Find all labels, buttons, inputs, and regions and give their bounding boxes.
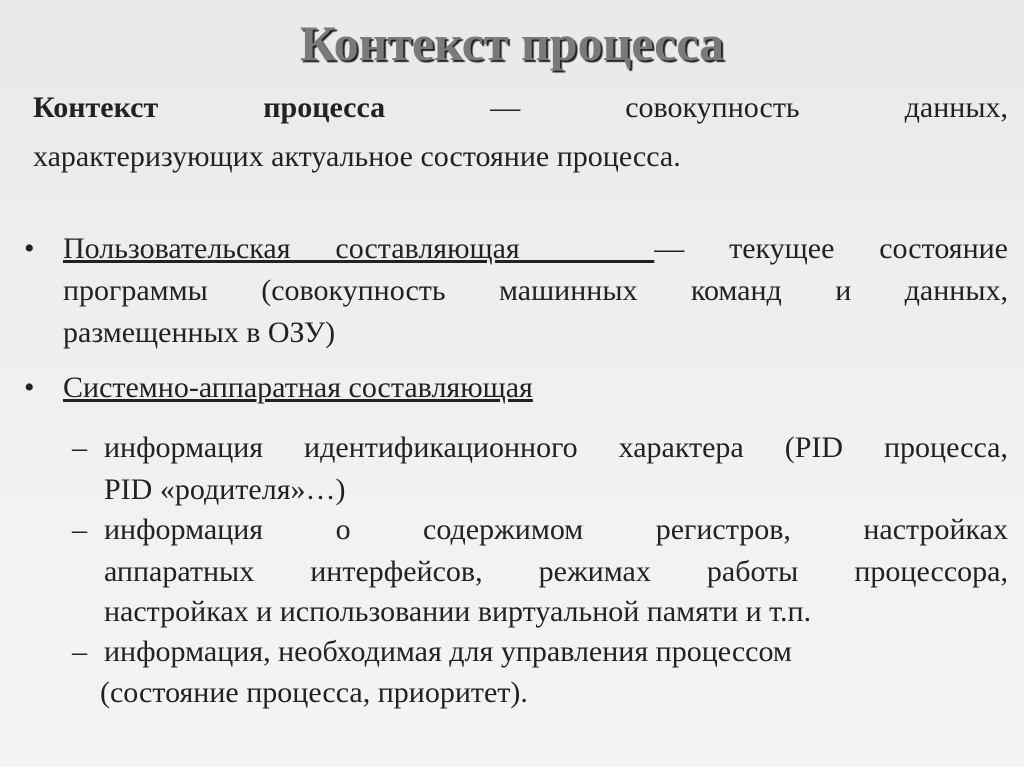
bullet-marker: • <box>24 371 35 404</box>
subitem-1-line-2: PID «родителя»…) <box>104 473 346 506</box>
bullet-1-line-2: программы (совокупность машинных команд и данных, <box>63 274 1008 307</box>
definition-dash: — <box>490 91 521 124</box>
bullet-1-line-3: размещенных в ОЗУ) <box>63 316 336 349</box>
definition-line-2: характеризующих актуальное состояние процесса. <box>33 140 681 173</box>
definition-text: данных, <box>904 91 1008 124</box>
bullet-marker: • <box>24 232 35 265</box>
bullet-1-text: — текущее состояние <box>654 232 1008 265</box>
bullet-1-line-1 <box>63 231 1008 267</box>
subitem-3-line-1: информация, необходимая для управления процессом <box>104 635 792 668</box>
term-word-2: процесса <box>263 91 386 124</box>
subitem-2-line-3: настройках и использовании виртуальной памяти и т.п. <box>104 595 812 628</box>
dash-marker: – <box>72 431 87 464</box>
subitem-3-line-2: (состояние процесса, приоритет). <box>100 676 528 709</box>
bullet-1-label: Пользовательская составляющая <box>63 232 655 265</box>
term-word-1: Контекст <box>33 91 159 124</box>
subitem-2-line-2: аппаратных интерфейсов, режимах работы процессора, <box>104 555 1008 588</box>
dash-marker: – <box>72 635 87 668</box>
subitem-2-line-1: информация о содержимом регистров, настройках <box>104 513 1008 546</box>
definition-text: совокупность <box>625 91 800 124</box>
dash-marker: – <box>72 513 87 546</box>
subitem-1-line-1: информация идентификационного характера (PID процесса, <box>104 431 1008 464</box>
bullet-2-label: Системно-аппаратная составляющая <box>63 371 533 404</box>
definition-line-1 <box>33 90 1008 126</box>
slide-title: Контекст процесса <box>299 15 725 71</box>
